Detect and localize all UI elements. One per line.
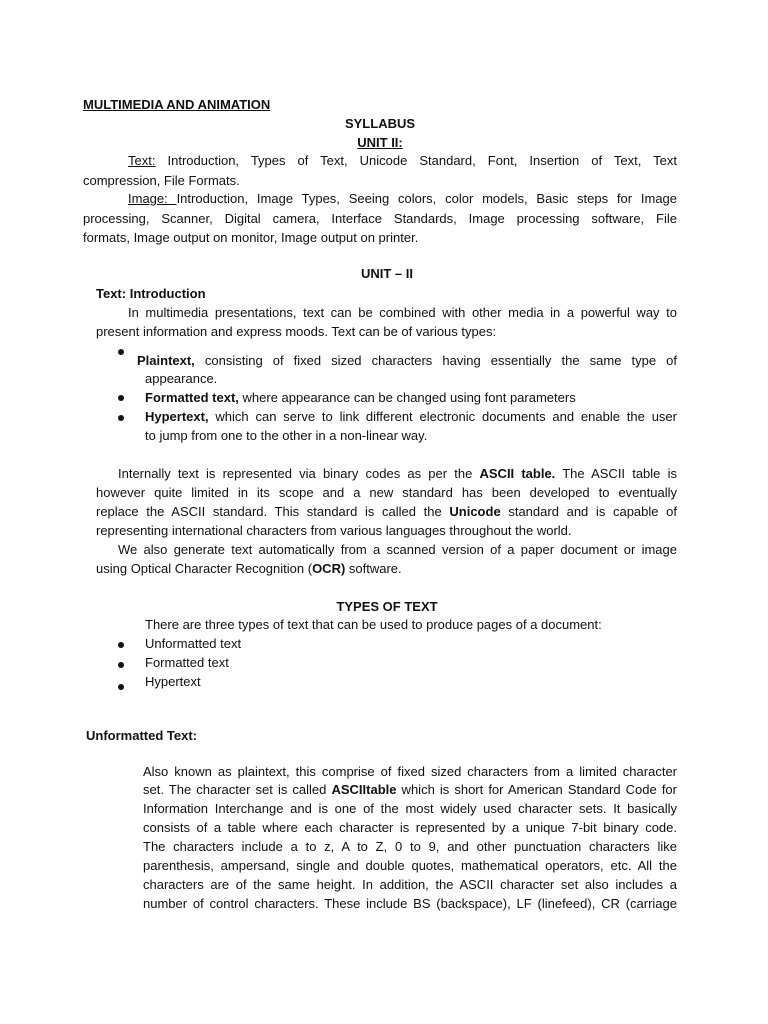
unformatted-heading: Unformatted Text: — [86, 728, 197, 743]
ocr-text: software. — [345, 561, 402, 576]
list-item-text: consisting of fixed sized characters having essentially the same type of — [194, 353, 677, 368]
ascii-text: standard and is capable of — [500, 504, 677, 519]
syllabus-text-label: Text: — [128, 153, 156, 168]
unformatted-para-line2 — [143, 780, 677, 799]
syllabus-text-line1 — [128, 151, 677, 170]
bullet-icon — [118, 662, 124, 668]
ascii-table-term: ASCIItable — [331, 782, 397, 797]
ascii-para-line2: however quite limited in its scope and a new standard has been developed to eventually — [96, 485, 677, 500]
unformatted-para-line8: number of control characters. These include BS (backspace), LF (linefeed), CR (carriage — [143, 896, 677, 911]
syllabus-image-line3: formats, Image output on monitor, Image output on printer. — [83, 230, 419, 245]
list-item-formatted — [145, 388, 576, 407]
syllabus-unit: UNIT II: — [357, 135, 403, 150]
ascii-para-line4: representing international characters from various languages throughout the world. — [96, 523, 572, 538]
ascii-text: Internally text is represented via binary codes as per the — [118, 466, 480, 481]
list-item-plaintext-cont: appearance. — [145, 371, 218, 386]
bullet-icon — [118, 349, 124, 355]
intro-para-line2: present information and express moods. Text can be of various types: — [96, 324, 497, 339]
syllabus-image-line1 — [128, 189, 677, 208]
unformatted-text: set. The character set is called — [143, 782, 332, 797]
list-item-term: Hypertext, — [145, 409, 209, 424]
list-item-text: which can serve to link different electronic documents and enable the user — [208, 409, 677, 424]
unformatted-para-line3: Information Interchange and is one of the most widely used character sets. It basically — [143, 801, 677, 816]
ascii-text: replace the ASCII standard. This standard is called the — [96, 504, 450, 519]
bullet-icon — [118, 684, 124, 690]
list-item-hypertext — [145, 407, 677, 426]
list-item-plaintext — [137, 351, 677, 370]
types-item-hypertext: Hypertext — [145, 674, 201, 689]
ocr-text: using Optical Character Recognition ( — [96, 561, 313, 576]
ascii-para-line1 — [118, 464, 677, 483]
intro-para-line1: In multimedia presentations, text can be combined with other media in a powerful way to — [128, 305, 677, 320]
ocr-term: OCR) — [312, 561, 346, 576]
types-intro: There are three types of text that can be used to produce pages of a document: — [145, 617, 602, 632]
list-item-term: Formatted text, — [145, 390, 239, 405]
unicode-term: Unicode — [449, 504, 501, 519]
unformatted-para-line5: The characters include a to z, A to Z, 0 to 9, and other punctuation characters like — [143, 839, 677, 854]
unformatted-para-line1: Also known as plaintext, this comprise of fixed sized characters from a limited character — [143, 764, 677, 779]
syllabus-text-content: Introduction, Types of Text, Unicode Standard, Font, Insertion of Text, Text — [155, 153, 677, 168]
list-item-hypertext-cont: to jump from one to the other in a non-linear way. — [145, 428, 428, 443]
unformatted-para-line7: characters are of the same height. In addition, the ASCII character set also includes a — [143, 877, 677, 892]
ocr-para-line2 — [96, 559, 402, 578]
ocr-para-line1: We also generate text automatically from a scanned version of a paper document or image — [118, 542, 677, 557]
syllabus-title: SYLLABUS — [344, 116, 416, 131]
unformatted-para-line4: consists of a table where each character is represented by a unique 7-bit binary code. — [143, 820, 677, 835]
unit-heading: UNIT – II — [360, 266, 413, 281]
syllabus-image-label: Image: — [128, 191, 177, 206]
types-heading: TYPES OF TEXT — [336, 599, 438, 614]
bullet-icon — [118, 642, 124, 648]
unformatted-para-line6: parenthesis, ampersand, single and double quotes, mathematical operators, etc. All the — [143, 858, 677, 873]
list-item-text: where appearance can be changed using font parameters — [238, 390, 576, 405]
list-item-term: Plaintext, — [137, 353, 195, 368]
syllabus-text-line2: compression, File Formats. — [83, 173, 240, 188]
types-item-unformatted: Unformatted text — [145, 636, 242, 651]
syllabus-image-content: Introduction, Image Types, Seeing colors, color models, Basic steps for Image — [176, 191, 677, 206]
document-heading: MULTIMEDIA AND ANIMATION — [83, 97, 271, 112]
ascii-para-line3 — [96, 502, 677, 521]
bullet-icon — [118, 395, 124, 401]
ascii-text: The ASCII table is — [555, 466, 677, 481]
unformatted-text: which is short for American Standard Code for — [396, 782, 677, 797]
bullet-icon — [118, 415, 124, 421]
syllabus-image-line2: processing, Scanner, Digital camera, Interface Standards, Image processing software, File — [83, 211, 677, 226]
ascii-term: ASCII table. — [479, 466, 556, 481]
types-item-formatted: Formatted text — [145, 655, 229, 670]
intro-heading: Text: Introduction — [96, 286, 206, 301]
